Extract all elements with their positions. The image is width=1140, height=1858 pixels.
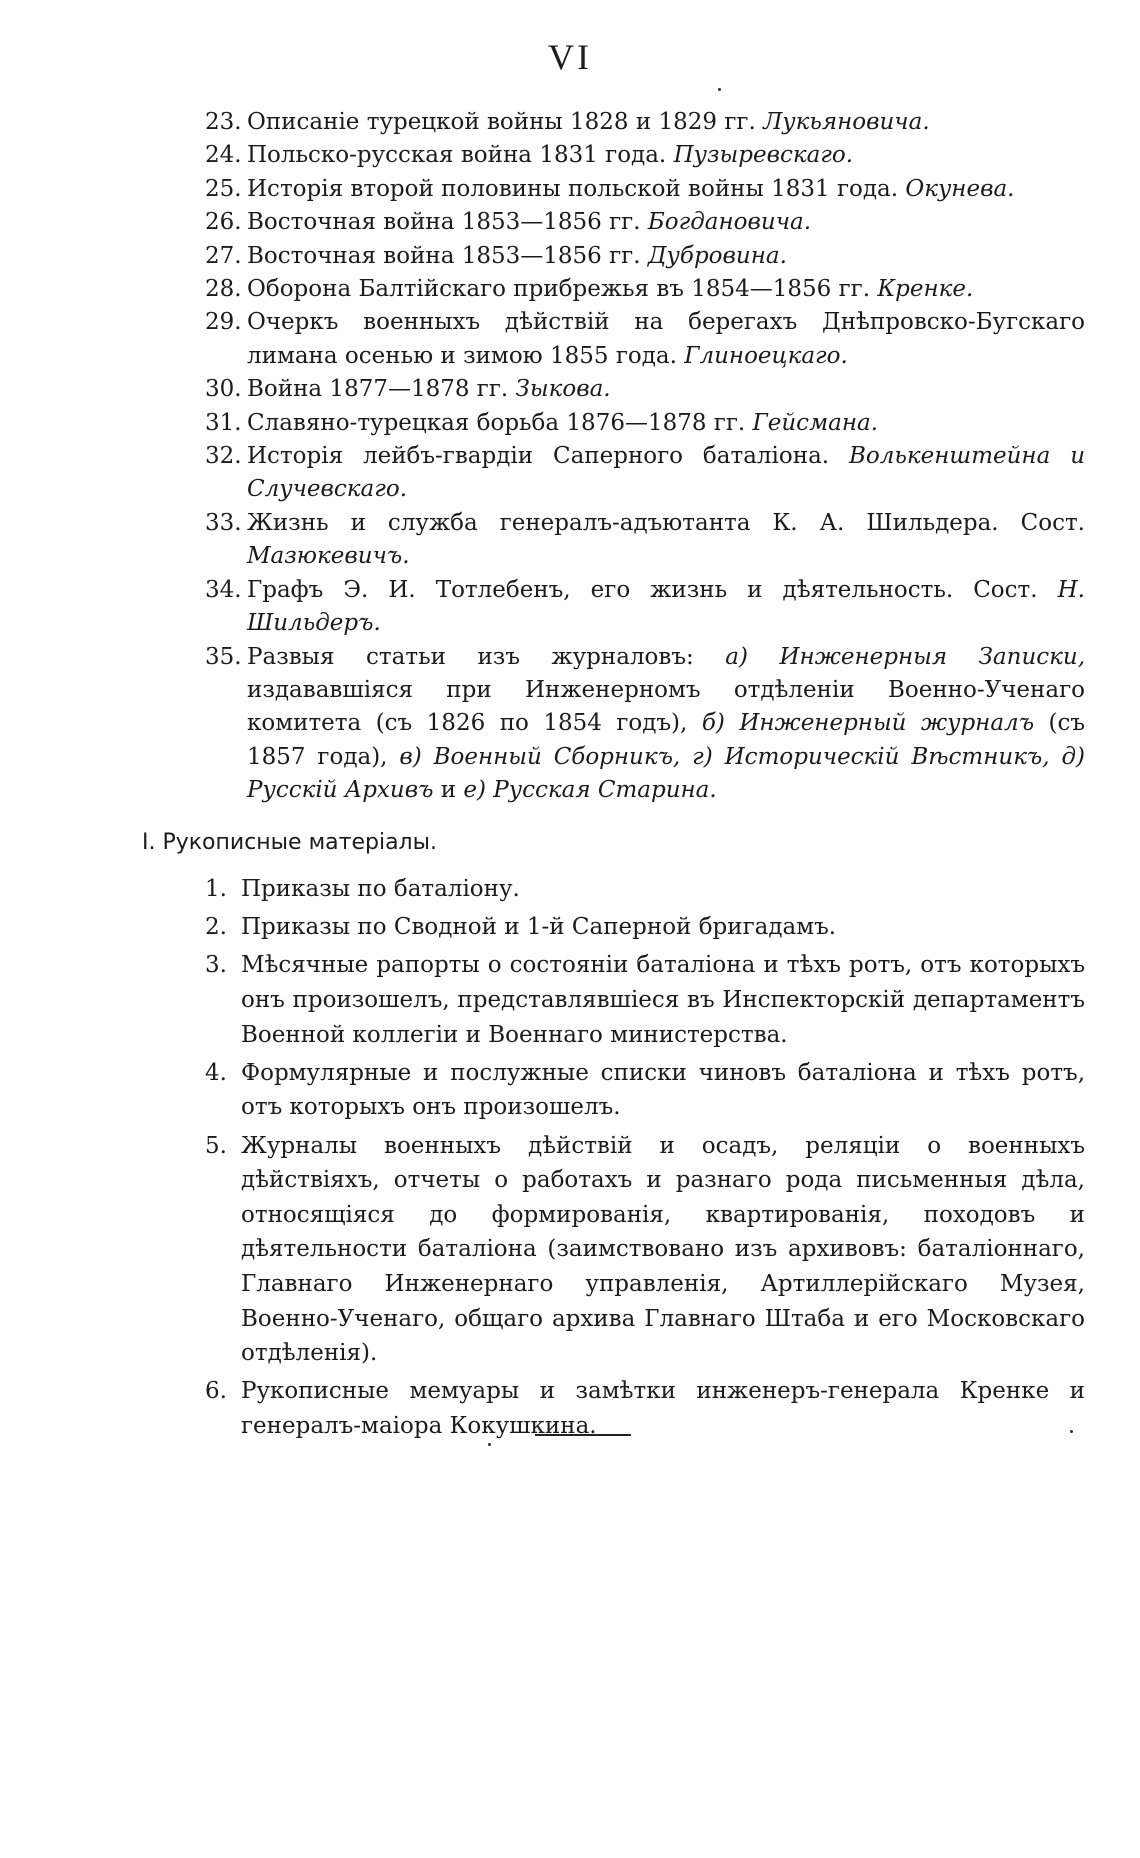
printed-sources-list [205, 106, 1085, 808]
item-text: Оборона Балтійскаго прибрежья въ 1854—1856 гг. [247, 276, 878, 303]
item-number: 5. [205, 1132, 227, 1159]
item-text: Журналы военныхъ дѣйствій и осадъ, реляціи о военныхъ дѣйствіяхъ, отчеты о работахъ и разнаго рода письменныя дѣла, относящіяся до формированія, квартированія, походовъ и дѣятельности баталіона (заимствовано изъ архивовъ: баталіоннаго, Главнаго Инженернаго управленія, Артиллерійскаго Музея, Военно-Ученаго, общаго архива Главнаго Штаба и его Московскаго отдѣленія). [241, 1132, 1085, 1367]
list-item [205, 306, 1085, 373]
item-text: Графъ Э. И. Тотлебенъ, его жизнь и дѣятельность. Сост. [247, 576, 1058, 603]
manuscript-sources-list [205, 872, 1085, 1447]
list-item [205, 139, 1085, 172]
item-text: Приказы по Сводной и 1-й Саперной бригадамъ. [241, 914, 837, 941]
item-text: Исторія второй половины польской войны 1831 года. [247, 175, 906, 202]
item-text: Развыя статьи изъ журналовъ: [247, 643, 726, 670]
ink-speck [718, 88, 721, 91]
item-text: Приказы по баталіону. [241, 876, 520, 902]
item-number: 3. [205, 952, 227, 979]
item-text: Очеркъ военныхъ дѣйствій на берегахъ Днѣпровско-Бугскаго лимана осенью и зимою 1855 года. [247, 309, 1085, 369]
journal-title: Русскій Архивъ [247, 777, 434, 804]
ink-speck [1070, 1430, 1073, 1433]
item-text: Описаніе турецкой войны 1828 и 1829 гг. [247, 109, 764, 135]
item-author: Окунева. [905, 175, 1015, 202]
item-text: Польско-русская война 1831 года. [247, 142, 674, 169]
item-number: 28. [205, 276, 242, 303]
closing-rule [535, 1434, 631, 1436]
list-item [205, 240, 1085, 273]
item-author: Богдановича. [647, 209, 812, 236]
item-author: Дубровина. [647, 242, 787, 269]
list-item-35 [205, 641, 1085, 808]
item-label: г) [680, 743, 725, 770]
item-number: 30. [205, 376, 242, 403]
list-item [205, 173, 1085, 206]
item-number: 31. [205, 409, 242, 436]
item-number: 23. [205, 109, 242, 135]
item-label: б) [701, 710, 740, 737]
list-item [205, 373, 1085, 406]
page-number: VI [548, 37, 592, 77]
item-author: Кренке. [877, 276, 974, 303]
item-number: 27. [205, 242, 242, 269]
list-item [205, 1056, 1085, 1125]
item-text: Рукописные мемуары и замѣтки инженеръ-генерала Кренке и генералъ-маіора Кокушкина. [241, 1378, 1085, 1439]
item-number: 34. [205, 576, 242, 603]
list-item [205, 948, 1085, 1052]
item-number: 35. [205, 643, 242, 670]
item-text: Мѣсячные рапорты о состояніи баталіона и тѣхъ ротъ, отъ которыхъ онъ произошелъ, представлявшіеся въ Инспекторскій департаментъ Военной коллегіи и Военнаго министерства. [241, 952, 1085, 1048]
item-number: 25. [205, 175, 242, 202]
list-item [205, 1374, 1085, 1443]
item-label: а) [725, 643, 780, 670]
section-heading: I. Рукописные матеріалы. [142, 830, 437, 855]
item-text: издававшіяся при Инженерномъ отдѣленіи Военно-Ученаго комитета (съ 1826 по 1854 годъ), [247, 676, 1085, 737]
list-item [205, 872, 1085, 907]
item-number: 1. [205, 876, 227, 902]
item-author: Мазюкевичъ. [247, 543, 410, 570]
item-author: Лукьяновича. [763, 109, 930, 135]
list-item [205, 106, 1085, 139]
item-text: Исторія лейбъ-гвардіи Саперного баталіона. [247, 443, 849, 470]
item-author: Волькенштейна и Случевскаго. [247, 443, 1086, 503]
journal-title: Инженерныя Записки, [779, 643, 1085, 670]
item-text: Жизнь и служба генералъ-адъютанта К. А. Шильдера. Сост. [247, 509, 1085, 536]
list-item [205, 574, 1085, 641]
item-text: и [433, 777, 464, 804]
journal-title: Русская Старина. [493, 777, 717, 804]
item-author: Н. Шильдеръ. [247, 576, 1085, 637]
item-number: 4. [205, 1059, 227, 1086]
item-label: д) [1049, 743, 1086, 770]
journal-title: Инженерный журналъ [739, 710, 1035, 737]
item-author: Глиноецкаго. [684, 342, 848, 369]
list-item [205, 1129, 1085, 1371]
item-text: Восточная война 1853—1856 гг. [247, 242, 648, 269]
list-item [205, 507, 1085, 574]
item-number: 2. [205, 914, 227, 941]
item-author: Пузыревскаго. [673, 142, 854, 169]
item-number: 33. [205, 509, 242, 536]
item-author: Зыкова. [515, 376, 611, 403]
item-label: е) [463, 777, 494, 804]
item-text: Восточная война 1853—1856 гг. [247, 209, 648, 236]
list-item [205, 440, 1085, 507]
list-item [205, 273, 1085, 306]
item-number: 6. [205, 1378, 227, 1405]
item-text: Славяно-турецкая борьба 1876—1878 гг. [247, 409, 753, 436]
journal-title: Историческій Вѣстникъ, [724, 743, 1050, 770]
item-label: в) [399, 743, 434, 770]
list-item [205, 206, 1085, 239]
ink-speck [488, 1443, 491, 1446]
item-number: 32. [205, 443, 242, 470]
item-author: Гейсмана. [752, 409, 879, 436]
item-text: Формулярные и послужные списки чиновъ баталіона и тѣхъ ротъ, отъ которыхъ онъ произошелъ. [241, 1059, 1085, 1121]
item-number: 26. [205, 209, 242, 236]
list-item [205, 910, 1085, 945]
item-text: Война 1877—1878 гг. [247, 376, 516, 403]
item-number: 24. [205, 142, 242, 169]
item-text: (съ 1857 года), [247, 710, 1086, 770]
list-item [205, 407, 1085, 440]
item-number: 29. [205, 309, 242, 336]
journal-title: Военный Сборникъ, [433, 743, 681, 770]
